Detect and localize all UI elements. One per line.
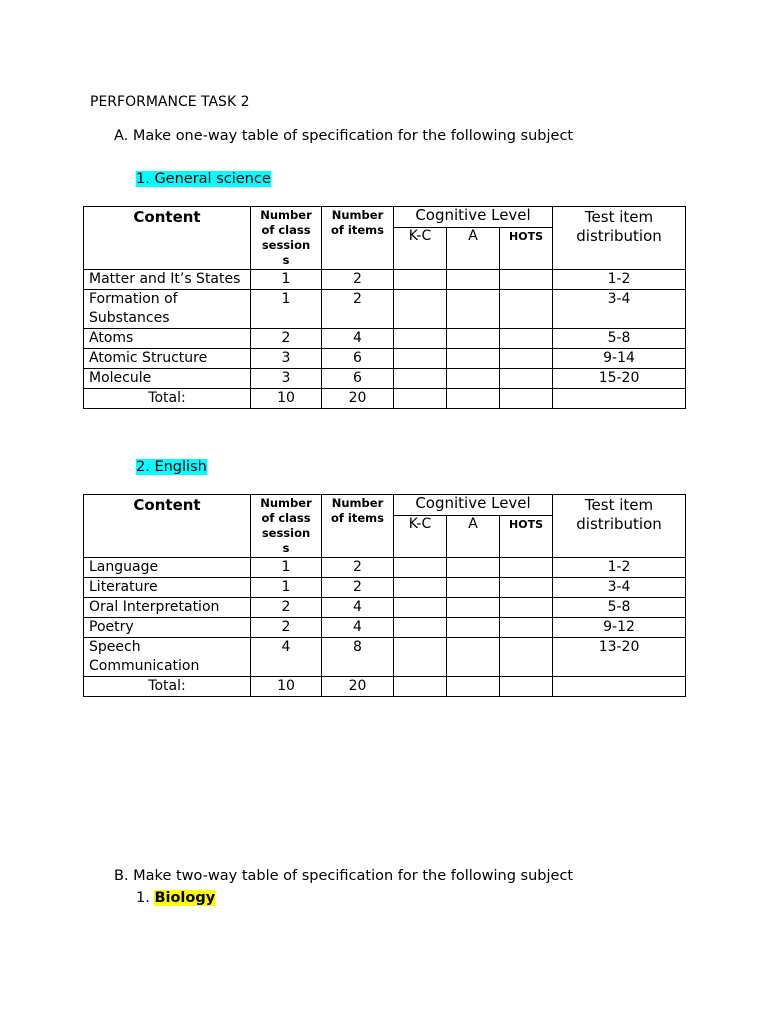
header-num-sessions: Number of class session s: [251, 495, 322, 558]
cell-hots: [500, 389, 553, 409]
cell-sessions: 3: [251, 369, 322, 389]
cell-kc: [394, 349, 447, 369]
cell-sessions: 3: [251, 349, 322, 369]
cell-sessions: 1: [251, 578, 322, 598]
table-row: [84, 290, 686, 329]
table-header-row: [84, 495, 686, 516]
cell-items: 2: [322, 290, 394, 329]
cell-distribution: 1-2: [553, 558, 686, 578]
header-a: A: [447, 515, 500, 557]
subject-number: 1.: [136, 890, 150, 906]
subject-label: Biology: [154, 890, 216, 906]
subject-label: 2. English: [136, 459, 207, 475]
cell-sessions: 1: [251, 290, 322, 329]
cell-sessions: 1: [251, 558, 322, 578]
subject-label: 1. General science: [136, 171, 271, 187]
header-num-items: Number of items: [322, 495, 394, 558]
cell-content: Language: [84, 558, 251, 578]
cell-distribution: [553, 677, 686, 697]
subject-heading-general-science: [136, 171, 271, 187]
page-title: PERFORMANCE TASK 2: [90, 94, 250, 110]
header-hots: HOTS: [500, 515, 553, 557]
cell-distribution: 13-20: [553, 638, 686, 677]
cell-a: [447, 618, 500, 638]
table-row: [84, 329, 686, 349]
cell-hots: [500, 677, 553, 697]
cell-a: [447, 369, 500, 389]
cell-kc: [394, 369, 447, 389]
cell-items: 2: [322, 578, 394, 598]
cell-items: 2: [322, 270, 394, 290]
header-content: Content: [84, 207, 251, 270]
subject-heading-english: [136, 459, 207, 475]
header-cognitive-level: Cognitive Level: [394, 495, 553, 516]
cell-content: Oral Interpretation: [84, 598, 251, 618]
cell-a: [447, 329, 500, 349]
cell-kc: [394, 598, 447, 618]
header-a: A: [447, 227, 500, 269]
header-kc: K-C: [394, 227, 447, 269]
cell-distribution: 1-2: [553, 270, 686, 290]
cell-kc: [394, 618, 447, 638]
cell-hots: [500, 290, 553, 329]
cell-kc: [394, 270, 447, 290]
section-b-heading: B. Make two-way table of specification for the following subject: [114, 868, 574, 884]
cell-kc: [394, 578, 447, 598]
table-row: [84, 638, 686, 677]
cell-a: [447, 638, 500, 677]
cell-a: [447, 598, 500, 618]
header-test-item-distribution: Test item distribution: [553, 495, 686, 558]
cell-content: Poetry: [84, 618, 251, 638]
cell-hots: [500, 349, 553, 369]
cell-total-sessions: 10: [251, 389, 322, 409]
cell-items: 4: [322, 618, 394, 638]
cell-distribution: 3-4: [553, 578, 686, 598]
cell-a: [447, 578, 500, 598]
cell-hots: [500, 638, 553, 677]
cell-total-items: 20: [322, 389, 394, 409]
cell-a: [447, 389, 500, 409]
cell-distribution: 5-8: [553, 598, 686, 618]
cell-kc: [394, 677, 447, 697]
cell-a: [447, 270, 500, 290]
subject-heading-biology: [136, 890, 215, 906]
cell-distribution: 5-8: [553, 329, 686, 349]
cell-total-label: Total:: [84, 389, 251, 409]
cell-items: 2: [322, 558, 394, 578]
header-content: Content: [84, 495, 251, 558]
cell-a: [447, 349, 500, 369]
header-num-sessions: Number of class session s: [251, 207, 322, 270]
table-row: [84, 578, 686, 598]
cell-kc: [394, 329, 447, 349]
cell-content: Formation of Substances: [84, 290, 251, 329]
cell-sessions: 1: [251, 270, 322, 290]
tos-table-english: [83, 494, 686, 697]
cell-sessions: 4: [251, 638, 322, 677]
cell-distribution: 9-12: [553, 618, 686, 638]
cell-kc: [394, 389, 447, 409]
header-kc: K-C: [394, 515, 447, 557]
cell-kc: [394, 638, 447, 677]
cell-hots: [500, 369, 553, 389]
cell-items: 6: [322, 369, 394, 389]
header-test-item-distribution: Test item distribution: [553, 207, 686, 270]
cell-total-label: Total:: [84, 677, 251, 697]
cell-distribution: 9-14: [553, 349, 686, 369]
cell-a: [447, 677, 500, 697]
table-header-row: [84, 207, 686, 228]
cell-content: Atomic Structure: [84, 349, 251, 369]
section-a-heading: A. Make one-way table of specification for the following subject: [114, 128, 574, 144]
cell-distribution: 3-4: [553, 290, 686, 329]
cell-kc: [394, 290, 447, 329]
cell-items: 6: [322, 349, 394, 369]
cell-total-items: 20: [322, 677, 394, 697]
table-row: [84, 558, 686, 578]
header-hots: HOTS: [500, 227, 553, 269]
cell-total-sessions: 10: [251, 677, 322, 697]
table-row: [84, 270, 686, 290]
cell-sessions: 2: [251, 329, 322, 349]
cell-sessions: 2: [251, 598, 322, 618]
cell-content: Atoms: [84, 329, 251, 349]
table-row: [84, 618, 686, 638]
table-row: [84, 369, 686, 389]
table-total-row: [84, 677, 686, 697]
cell-distribution: 15-20: [553, 369, 686, 389]
cell-content: Molecule: [84, 369, 251, 389]
header-cognitive-level: Cognitive Level: [394, 207, 553, 228]
table-row: [84, 349, 686, 369]
cell-hots: [500, 578, 553, 598]
cell-items: 8: [322, 638, 394, 677]
cell-items: 4: [322, 329, 394, 349]
cell-kc: [394, 558, 447, 578]
cell-a: [447, 290, 500, 329]
cell-items: 4: [322, 598, 394, 618]
cell-hots: [500, 618, 553, 638]
cell-hots: [500, 598, 553, 618]
cell-hots: [500, 270, 553, 290]
table-total-row: [84, 389, 686, 409]
table-row: [84, 598, 686, 618]
cell-hots: [500, 558, 553, 578]
cell-content: Literature: [84, 578, 251, 598]
header-num-items: Number of items: [322, 207, 394, 270]
cell-sessions: 2: [251, 618, 322, 638]
cell-a: [447, 558, 500, 578]
cell-hots: [500, 329, 553, 349]
cell-content: Matter and It’s States: [84, 270, 251, 290]
cell-content: Speech Communication: [84, 638, 251, 677]
tos-table-general-science: [83, 206, 686, 409]
cell-distribution: [553, 389, 686, 409]
